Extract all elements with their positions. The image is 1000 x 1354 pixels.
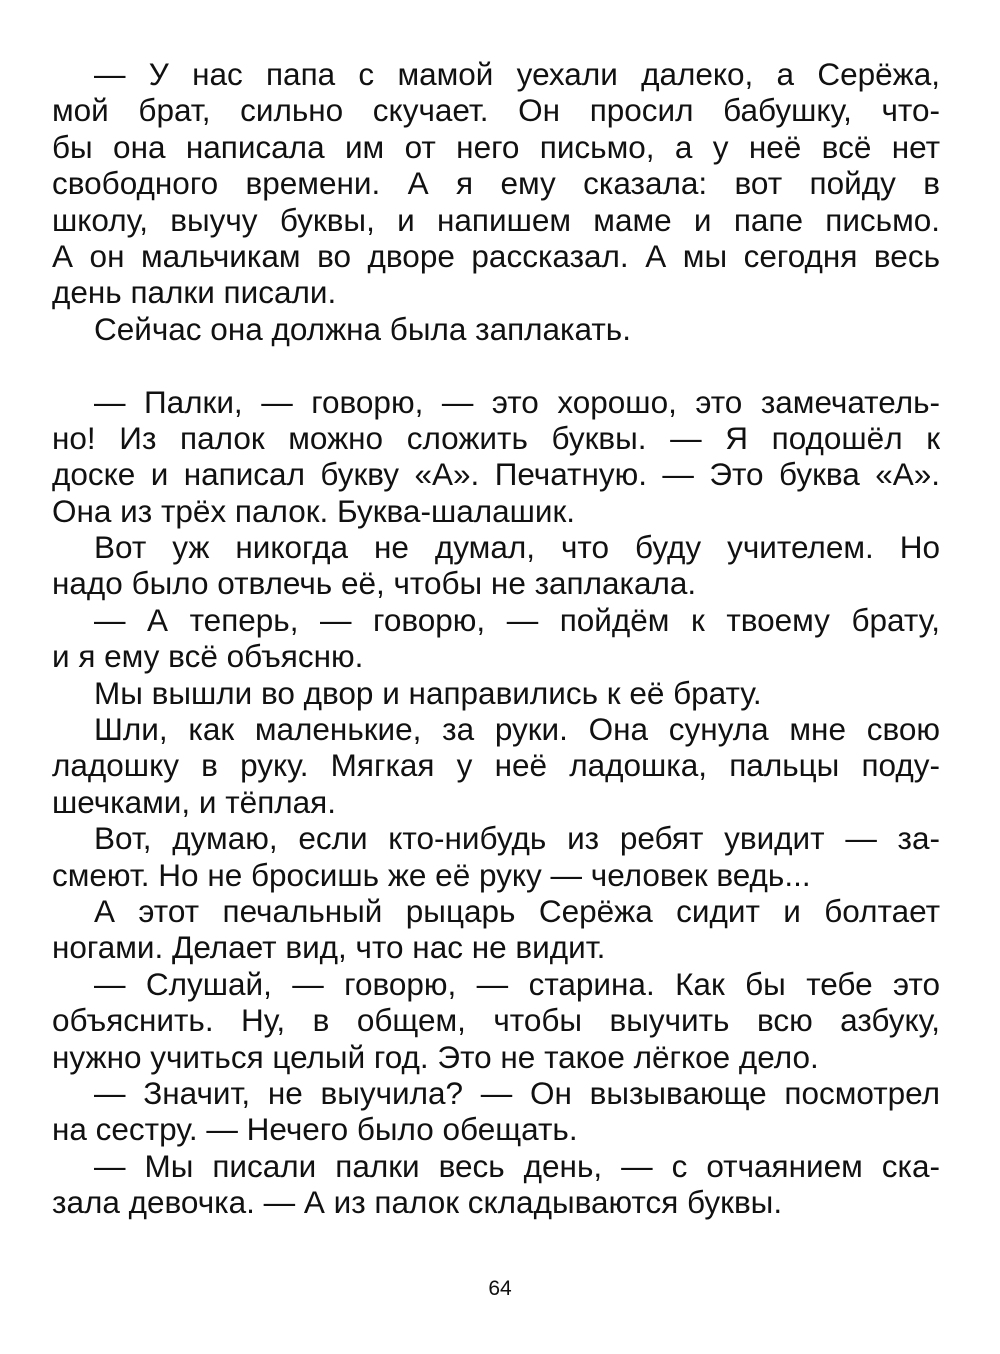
text-line: надо было отвлечь её, чтобы не заплакала. (52, 565, 697, 602)
text-line: Она из трёх палок. Буква-шалашик. (52, 492, 576, 529)
text-line: объяснить. Ну, в общем, чтобы выучить всю азбуку, (52, 1002, 940, 1039)
text-line: мой брат, сильно скучает. Он просил бабушку, что- (52, 92, 940, 129)
text-line: Шли, как маленькие, за руки. Она сунула мне свою (94, 711, 940, 748)
text-line: — Мы писали палки весь день, — с отчаянием ска- (94, 1147, 940, 1184)
text-line: Мы вышли во двор и направились к её брату. (94, 674, 762, 711)
text-line: — Значит, не выучила? — Он вызывающе посмотрел (94, 1074, 940, 1111)
text-line: смеют. Но не бросишь же её руку — человек ведь... (52, 856, 811, 893)
text-line: ладошку в руку. Мягкая у неё ладошка, пальцы поду- (52, 747, 940, 784)
text-line: школу, выучу буквы, и напишем маме и папе письмо. (52, 201, 940, 238)
text-line: доске и написал букву «А». Печатную. — Это буква «А». (52, 456, 940, 493)
text-line: А этот печальный рыцарь Серёжа сидит и болтает (94, 892, 940, 929)
text-line: шечками, и тёплая. (52, 783, 336, 820)
text-line: — Палки, — говорю, — это хорошо, это замечатель- (94, 383, 940, 420)
text-line: свободного времени. А я ему сказала: вот пойду в (52, 165, 940, 202)
text-line: день палки писали. (52, 274, 337, 311)
text-line: — Слушай, — говорю, — старина. Как бы тебе это (94, 965, 940, 1002)
text-line: бы она написала им от него письмо, а у неё всё нет (52, 128, 940, 165)
story-text (52, 56, 940, 1221)
section-gap (52, 347, 940, 383)
text-line: и я ему всё объясню. (52, 638, 364, 675)
page-number: 64 (488, 1277, 512, 1300)
text-line: — У нас папа с мамой уехали далеко, а Серёжа, (94, 56, 940, 92)
text-line: А он мальчикам во дворе рассказал. А мы сегодня весь (52, 237, 940, 274)
text-line: — А теперь, — говорю, — пойдём к твоему брату, (94, 601, 940, 638)
text-line: Сейчас она должна была заплакать. (94, 310, 631, 347)
text-line: но! Из палок можно сложить буквы. — Я подошёл к (52, 419, 940, 456)
text-line: Вот, думаю, если кто-нибудь из ребят увидит — за- (94, 820, 940, 857)
text-line: Вот уж никогда не думал, что буду учителем. Но (94, 529, 940, 566)
text-line: зала девочка. — А из палок складываются буквы. (52, 1184, 783, 1221)
text-line: нужно учиться целый год. Это не такое лёгкое дело. (52, 1038, 819, 1075)
text-line: на сестру. — Нечего было обещать. (52, 1111, 578, 1148)
text-line: ногами. Делает вид, что нас не видит. (52, 929, 606, 966)
